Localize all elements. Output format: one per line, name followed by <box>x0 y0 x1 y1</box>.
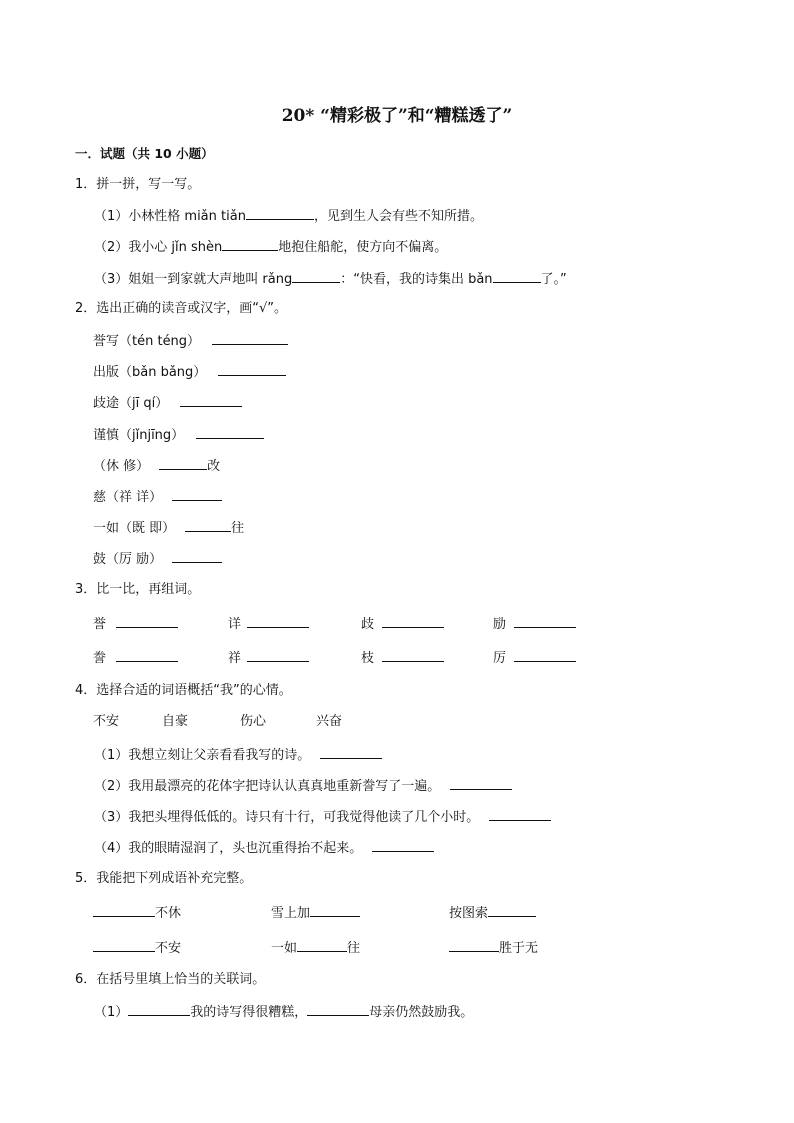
answer-blank[interactable] <box>488 903 536 917</box>
answer-blank[interactable] <box>93 903 155 917</box>
q2-item-6: 慈（祥 详） <box>93 487 222 507</box>
q5-idiom: 胜于无 <box>449 938 538 958</box>
q1-item-1: （1）小林性格 miǎn tiǎn ，见到生人会有些不知所措。 <box>94 206 483 226</box>
answer-blank[interactable] <box>372 838 434 852</box>
q2-stem: 2．选出正确的读音或汉字，画“√”。 <box>75 301 288 316</box>
q3-cell: 歧 <box>361 614 444 634</box>
q5-idiom: 雪上加 <box>271 903 360 923</box>
answer-blank[interactable] <box>247 614 309 628</box>
answer-blank[interactable] <box>116 614 178 628</box>
q3-cell: 祥 <box>228 648 309 668</box>
q2-item-2: 出版（bǎn bǎng） <box>93 362 286 382</box>
answer-blank[interactable] <box>514 648 576 662</box>
answer-blank[interactable] <box>292 269 340 283</box>
q4-item-2: （2）我用最漂亮的花体字把诗认认真真地重新誊写了一遍。 <box>94 776 512 796</box>
q1-item-2: （2）我小心 jǐn shèn 地抱住船舵，使方向不偏离。 <box>94 237 447 257</box>
page-title: 20* “精彩极了”和“糟糕透了” <box>281 106 513 126</box>
answer-blank[interactable] <box>514 614 576 628</box>
answer-blank[interactable] <box>449 938 499 952</box>
q4-option: 不安 <box>93 714 120 729</box>
answer-blank[interactable] <box>246 206 314 220</box>
q4-option: 伤心 <box>240 714 267 729</box>
answer-blank[interactable] <box>489 807 551 821</box>
q6-stem: 6．在括号里填上恰当的关联词。 <box>75 972 266 987</box>
q5-idiom: 一如 往 <box>271 938 360 958</box>
answer-blank[interactable] <box>185 518 231 532</box>
q4-item-4: （4）我的眼睛湿润了，头也沉重得抬不起来。 <box>94 838 434 858</box>
answer-blank[interactable] <box>116 648 178 662</box>
answer-blank[interactable] <box>222 237 278 251</box>
q3-cell: 誊 <box>93 648 178 668</box>
answer-blank[interactable] <box>450 776 512 790</box>
q2-item-5: （休 修） 改 <box>93 456 220 476</box>
section-heading: 一．试题（共 10 小题） <box>75 146 214 161</box>
q5-idiom: 不休 <box>93 903 181 923</box>
q1-stem: 1．拼一拼，写一写。 <box>75 177 201 192</box>
q3-cell: 励 <box>493 614 576 634</box>
answer-blank[interactable] <box>218 362 286 376</box>
answer-blank[interactable] <box>159 456 207 470</box>
answer-blank[interactable] <box>493 269 541 283</box>
answer-blank[interactable] <box>247 648 309 662</box>
q2-item-7: 一如（既 即） 往 <box>93 518 244 538</box>
answer-blank[interactable] <box>172 549 222 563</box>
q3-cell: 誉 <box>93 614 178 634</box>
q6-item-1: （1） 我的诗写得很糟糕， 母亲仍然鼓励我。 <box>94 1002 473 1022</box>
answer-blank[interactable] <box>172 487 222 501</box>
q2-item-1: 誉写（tén téng） <box>93 331 288 351</box>
q3-cell: 厉 <box>493 648 576 668</box>
answer-blank[interactable] <box>196 425 264 439</box>
q4-option: 兴奋 <box>316 714 343 729</box>
q4-option: 自豪 <box>162 714 189 729</box>
q2-item-3: 歧途（jī qí） <box>93 393 242 413</box>
q5-idiom: 按图索 <box>449 903 536 923</box>
answer-blank[interactable] <box>128 1002 190 1016</box>
q5-stem: 5．我能把下列成语补充完整。 <box>75 871 253 886</box>
answer-blank[interactable] <box>212 331 288 345</box>
q1-item-3: （3）姐姐一到家就大声地叫 rǎng ：“快看，我的诗集出 bǎn 了。” <box>94 269 567 289</box>
answer-blank[interactable] <box>93 938 155 952</box>
answer-blank[interactable] <box>297 938 347 952</box>
q3-stem: 3．比一比，再组词。 <box>75 582 201 597</box>
q2-item-4: 谨慎（jǐnjīng） <box>93 425 264 445</box>
q4-item-1: （1）我想立刻让父亲看看我写的诗。 <box>94 745 382 765</box>
answer-blank[interactable] <box>320 745 382 759</box>
answer-blank[interactable] <box>382 648 444 662</box>
q4-item-3: （3）我把头埋得低低的。诗只有十行，可我觉得他读了几个小时。 <box>94 807 551 827</box>
answer-blank[interactable] <box>310 903 360 917</box>
q3-cell: 枝 <box>361 648 444 668</box>
answer-blank[interactable] <box>180 393 242 407</box>
answer-blank[interactable] <box>307 1002 369 1016</box>
q3-cell: 详 <box>228 614 309 634</box>
q2-item-8: 鼓（厉 励） <box>93 549 222 569</box>
q4-stem: 4．选择合适的词语概括“我”的心情。 <box>75 683 292 698</box>
answer-blank[interactable] <box>382 614 444 628</box>
q5-idiom: 不安 <box>93 938 181 958</box>
